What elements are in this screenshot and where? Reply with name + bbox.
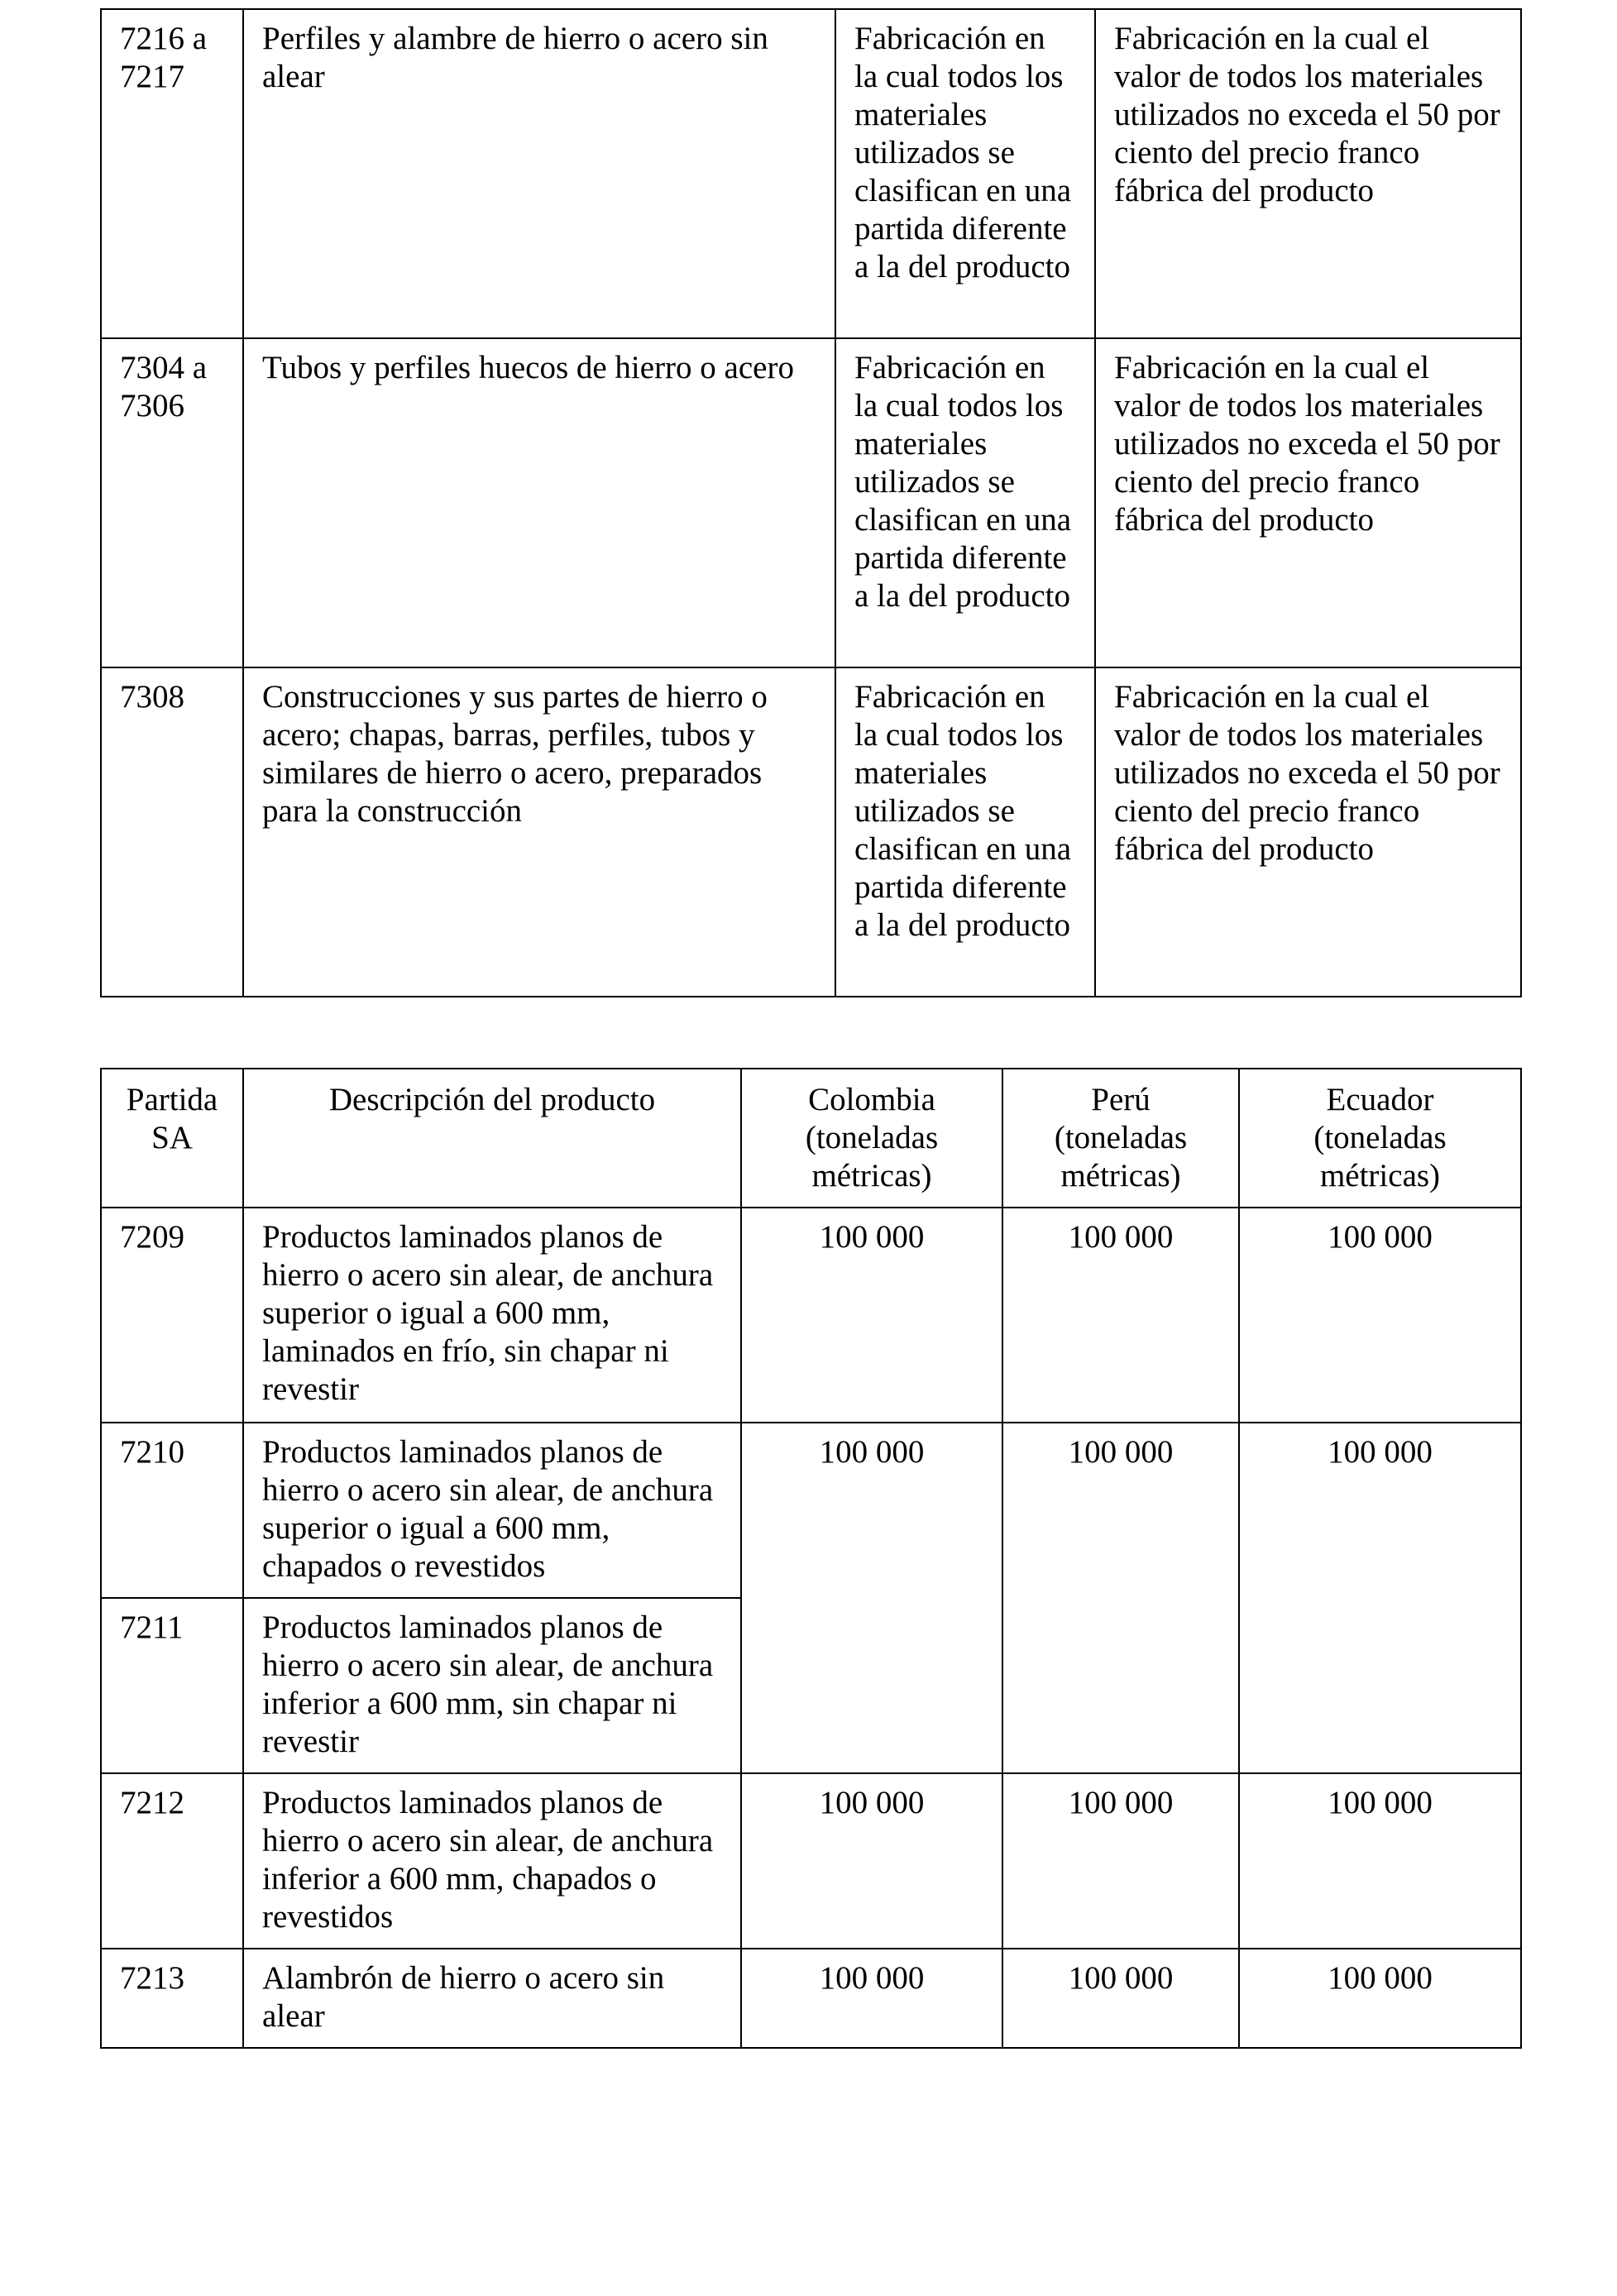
table-row [101, 1423, 1521, 1598]
table-row [101, 1208, 1521, 1423]
header-peru: Perú (toneladas métricas) [1002, 1069, 1239, 1208]
description-cell: Tubos y perfiles huecos de hierro o acero [243, 338, 835, 667]
hs-code-cell: 7209 [101, 1208, 243, 1423]
description-cell: Construcciones y sus partes de hierro o acero; chapas, barras, perfiles, tubos y similares de hierro o acero, preparados para la construcción [243, 667, 835, 997]
ecuador-quota-cell: 100 000 [1239, 1773, 1521, 1949]
peru-quota-cell: 100 000 [1002, 1773, 1239, 1949]
peru-quota-cell: 100 000 [1002, 1423, 1239, 1773]
header-colombia: Colombia (toneladas métricas) [741, 1069, 1002, 1208]
rules-of-origin-table [100, 8, 1522, 997]
colombia-quota-cell: 100 000 [741, 1773, 1002, 1949]
hs-code-cell: 7213 [101, 1949, 243, 2048]
table-row [101, 1773, 1521, 1949]
rule-b-cell: Fabricación en la cual el valor de todos los materiales utilizados no exceda el 50 por ciento del precio franco fábrica del producto [1095, 338, 1521, 667]
peru-quota-cell: 100 000 [1002, 1949, 1239, 2048]
table-row [101, 338, 1521, 667]
colombia-quota-cell: 100 000 [741, 1949, 1002, 2048]
rule-a-cell: Fabricación en la cual todos los materiales utilizados se clasifican en una partida diferente a la del producto [835, 9, 1095, 338]
quota-table [100, 1068, 1522, 2049]
hs-code-cell: 7210 [101, 1423, 243, 1598]
hs-code-cell: 7308 [101, 667, 243, 997]
hs-code-cell: 7212 [101, 1773, 243, 1949]
table-row [101, 667, 1521, 997]
hs-code-cell: 7304 a 7306 [101, 338, 243, 667]
rule-b-cell: Fabricación en la cual el valor de todos los materiales utilizados no exceda el 50 por ciento del precio franco fábrica del producto [1095, 667, 1521, 997]
header-description: Descripción del producto [243, 1069, 741, 1208]
ecuador-quota-cell: 100 000 [1239, 1949, 1521, 2048]
header-ecuador: Ecuador (toneladas métricas) [1239, 1069, 1521, 1208]
rule-a-cell: Fabricación en la cual todos los materiales utilizados se clasifican en una partida diferente a la del producto [835, 667, 1095, 997]
rule-a-cell: Fabricación en la cual todos los materiales utilizados se clasifican en una partida diferente a la del producto [835, 338, 1095, 667]
hs-code-cell: 7211 [101, 1598, 243, 1773]
table-row [101, 9, 1521, 338]
colombia-quota-cell: 100 000 [741, 1423, 1002, 1773]
description-cell: Perfiles y alambre de hierro o acero sin alear [243, 9, 835, 338]
colombia-quota-cell: 100 000 [741, 1208, 1002, 1423]
description-cell: Productos laminados planos de hierro o acero sin alear, de anchura superior o igual a 600 mm, laminados en frío, sin chapar ni revestir [243, 1208, 741, 1423]
description-cell: Productos laminados planos de hierro o acero sin alear, de anchura superior o igual a 600 mm, chapados o revestidos [243, 1423, 741, 1598]
ecuador-quota-cell: 100 000 [1239, 1208, 1521, 1423]
description-cell: Productos laminados planos de hierro o acero sin alear, de anchura inferior a 600 mm, chapados o revestidos [243, 1773, 741, 1949]
table-row [101, 1949, 1521, 2048]
ecuador-quota-cell: 100 000 [1239, 1423, 1521, 1773]
description-cell: Productos laminados planos de hierro o acero sin alear, de anchura inferior a 600 mm, sin chapar ni revestir [243, 1598, 741, 1773]
description-cell: Alambrón de hierro o acero sin alear [243, 1949, 741, 2048]
hs-code-cell: 7216 a 7217 [101, 9, 243, 338]
rule-b-cell: Fabricación en la cual el valor de todos los materiales utilizados no exceda el 50 por ciento del precio franco fábrica del producto [1095, 9, 1521, 338]
header-hs-code: Partida SA [101, 1069, 243, 1208]
peru-quota-cell: 100 000 [1002, 1208, 1239, 1423]
table-header-row [101, 1069, 1521, 1208]
